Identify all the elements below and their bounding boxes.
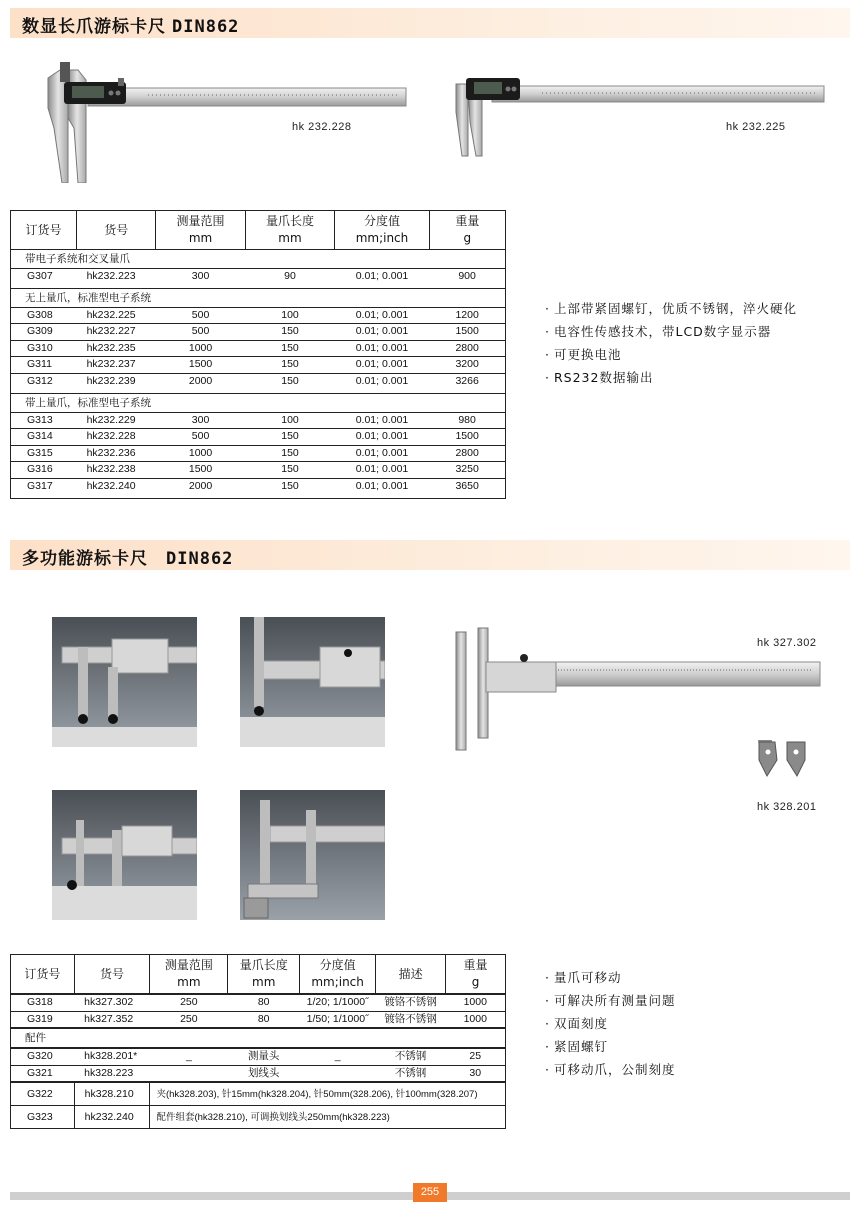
table-cell: hk232.229	[77, 412, 156, 429]
detail-photo-2	[240, 617, 385, 747]
table-cell: _	[150, 1049, 228, 1066]
table-cell: 0.01; 0.001	[335, 357, 430, 374]
table-cell: G318	[11, 995, 75, 1012]
table-cell: 0.01; 0.001	[335, 269, 430, 289]
table-cell: 不锈钢	[376, 1065, 446, 1082]
table-cell: G312	[11, 373, 77, 393]
table-cell: hk232.239	[77, 373, 156, 393]
table-cell: 测量头	[228, 1049, 300, 1066]
column-header: 重量 g	[429, 211, 505, 250]
table-cell: G313	[11, 412, 77, 429]
table-cell: 1000	[156, 445, 245, 462]
table-cell: 2000	[156, 373, 245, 393]
table-row	[11, 412, 506, 429]
table-row	[11, 995, 506, 1012]
table-cell: 150	[245, 462, 334, 479]
table-cell: 300	[156, 412, 245, 429]
table-cell: 0.01; 0.001	[335, 445, 430, 462]
detail-photo-4	[240, 790, 385, 920]
table-cell: G309	[11, 324, 77, 341]
table-cell: 2800	[429, 445, 505, 462]
table-cell: 2000	[156, 478, 245, 498]
table-cell: G310	[11, 340, 77, 357]
table-cell: hk328.223	[74, 1065, 150, 1082]
table-cell: hk232.227	[77, 324, 156, 341]
table-cell: 150	[245, 324, 334, 341]
table-row	[11, 269, 506, 289]
column-header: 量爪长度 mm	[228, 955, 300, 994]
feature-item: · 量爪可移动	[545, 966, 676, 989]
detail-photo-1	[52, 617, 197, 747]
feature-item: · RS232数据输出	[545, 366, 797, 389]
table-cell: 30	[446, 1065, 506, 1082]
page-number: 255	[413, 1183, 447, 1202]
table-cell: 250	[150, 995, 228, 1012]
table-cell: hk328.201*	[74, 1049, 150, 1066]
table-cell: 镀铬不锈钢	[376, 995, 446, 1012]
table-row	[11, 462, 506, 479]
table-cell: 980	[429, 412, 505, 429]
table-cell: 镀铬不锈钢	[376, 1011, 446, 1028]
column-header: 货号	[74, 955, 150, 994]
table-cell: G316	[11, 462, 77, 479]
group-label: 带上量爪，标准型电子系统	[11, 393, 506, 412]
table-cell: 3650	[429, 478, 505, 498]
table-cell: G308	[11, 307, 77, 324]
feature-item: · 上部带紧固螺钉，优质不锈钢，淬火硬化	[545, 297, 797, 320]
table-cell: G321	[11, 1065, 75, 1082]
table-cell: 80	[228, 995, 300, 1012]
column-header: 重量 g	[446, 955, 506, 994]
table-cell: 300	[156, 269, 245, 289]
group-label: 配件	[11, 1029, 506, 1048]
table-cell: G314	[11, 429, 77, 446]
measuring-head-photo	[755, 740, 811, 780]
table-cell: hk232.225	[77, 307, 156, 324]
table-row	[11, 429, 506, 446]
section-header-digital-caliper	[10, 8, 850, 38]
table-cell: hk232.236	[77, 445, 156, 462]
model-label: hk 232.228	[292, 121, 352, 133]
column-header: 测量范围 mm	[150, 955, 228, 994]
table-cell: hk232.223	[77, 269, 156, 289]
table-group-row	[11, 288, 506, 307]
table-cell: G320	[11, 1049, 75, 1066]
table-cell: 2800	[429, 340, 505, 357]
table-cell: 0.01; 0.001	[335, 307, 430, 324]
table-cell: hk232.237	[77, 357, 156, 374]
table-group-row	[11, 250, 506, 269]
feature-item: · 电容性传感技术，带LCD数字显示器	[545, 320, 797, 343]
table-header-row	[11, 211, 506, 250]
table-cell: hk327.302	[74, 995, 150, 1012]
table-cell: G317	[11, 478, 77, 498]
table-cell: 0.01; 0.001	[335, 462, 430, 479]
digital-caliper-photo-1	[38, 58, 410, 183]
table-cell: hk232.235	[77, 340, 156, 357]
table-cell: 0.01; 0.001	[335, 373, 430, 393]
table-cell: hk327.352	[74, 1011, 150, 1028]
table-cell: 1200	[429, 307, 505, 324]
table-row	[11, 357, 506, 374]
table-cell: 150	[245, 429, 334, 446]
column-header: 订货号	[11, 211, 77, 250]
table-header-row	[11, 955, 506, 994]
table-cell: hk232.238	[77, 462, 156, 479]
table-cell: _	[300, 1049, 376, 1066]
feature-item: · 可移动爪，公制刻度	[545, 1058, 676, 1081]
table-cell: 1000	[446, 1011, 506, 1028]
table-cell: G311	[11, 357, 77, 374]
table-cell: 0.01; 0.001	[335, 412, 430, 429]
table-cell: 1500	[156, 357, 245, 374]
table-cell: 1500	[156, 462, 245, 479]
digital-caliper-photo-2	[452, 72, 828, 162]
column-header: 测量范围 mm	[156, 211, 245, 250]
table-cell: 1/20; 1/1000˝	[300, 995, 376, 1012]
table-cell: 0.01; 0.001	[335, 478, 430, 498]
table-cell: 3250	[429, 462, 505, 479]
model-label: hk 327.302	[757, 637, 817, 649]
feature-list-multifunction	[545, 966, 676, 1081]
table-row	[11, 478, 506, 498]
column-header: 分度值 mm;inch	[300, 955, 376, 994]
table-cell: 80	[228, 1011, 300, 1028]
spec-table-digital	[10, 210, 506, 499]
table-row	[11, 324, 506, 341]
feature-item: · 可解决所有测量问题	[545, 989, 676, 1012]
group-label: 无上量爪，标准型电子系统	[11, 288, 506, 307]
table-cell: 3200	[429, 357, 505, 374]
table-cell: 1000	[446, 995, 506, 1012]
table-cell: 150	[245, 357, 334, 374]
spec-table-multifunction	[10, 954, 506, 1129]
table-row	[11, 1049, 506, 1066]
table-row	[11, 373, 506, 393]
column-header: 描述	[376, 955, 446, 994]
table-cell: 150	[245, 373, 334, 393]
feature-item: · 双面刻度	[545, 1012, 676, 1035]
section-header-multifunction-caliper	[10, 540, 850, 570]
table-cell: 0.01; 0.001	[335, 340, 430, 357]
table-row	[11, 340, 506, 357]
table-cell: 150	[245, 478, 334, 498]
table-cell: 0.01; 0.001	[335, 324, 430, 341]
table-cell: 0.01; 0.001	[335, 429, 430, 446]
table-cell: hk232.240	[77, 478, 156, 498]
table-row: G322 hk328.210 夹(hk328.203), 针15mm(hk328.204), 针50mm(328.206), 针100mm(328.207)	[11, 1083, 506, 1106]
table-cell: G307	[11, 269, 77, 289]
table-cell: hk232.228	[77, 429, 156, 446]
group-label: 带电子系统和交叉量爪	[11, 250, 506, 269]
table-row	[11, 1065, 506, 1082]
table-cell: 250	[150, 1011, 228, 1028]
feature-item: · 紧固螺钉	[545, 1035, 676, 1058]
column-header: 量爪长度 mm	[245, 211, 334, 250]
table-cell: 150	[245, 445, 334, 462]
table-cell: 不锈钢	[376, 1049, 446, 1066]
column-header: 分度值 mm;inch	[335, 211, 430, 250]
table-cell: G319	[11, 1011, 75, 1028]
table-group-row	[11, 1029, 506, 1048]
table-cell: 900	[429, 269, 505, 289]
column-header: 订货号	[11, 955, 75, 994]
column-header: 货号	[77, 211, 156, 250]
table-row	[11, 445, 506, 462]
table-cell: 3266	[429, 373, 505, 393]
table-cell: 90	[245, 269, 334, 289]
table-row: G323 hk232.240 配件组套(hk328.210), 可调换划线头250mm(hk328.223)	[11, 1106, 506, 1129]
detail-photo-3	[52, 790, 197, 920]
table-cell	[300, 1065, 376, 1082]
table-cell: 100	[245, 412, 334, 429]
table-group-row	[11, 393, 506, 412]
section-title: 数显长爪游标卡尺 DIN862	[22, 17, 240, 37]
model-label: hk 328.201	[757, 801, 817, 813]
table-row	[11, 307, 506, 324]
table-cell: 100	[245, 307, 334, 324]
model-label: hk 232.225	[726, 121, 786, 133]
table-cell: 500	[156, 429, 245, 446]
table-cell: 1/50; 1/1000˝	[300, 1011, 376, 1028]
table-cell: 1500	[429, 324, 505, 341]
table-cell: 1000	[156, 340, 245, 357]
table-cell: G315	[11, 445, 77, 462]
table-cell	[150, 1065, 228, 1082]
table-cell: 25	[446, 1049, 506, 1066]
table-cell: 500	[156, 324, 245, 341]
feature-list-digital	[545, 297, 797, 389]
table-cell: 500	[156, 307, 245, 324]
table-cell: 划线头	[228, 1065, 300, 1082]
table-row	[11, 1011, 506, 1028]
table-cell: 150	[245, 340, 334, 357]
table-cell: 1500	[429, 429, 505, 446]
section-title: 多功能游标卡尺 DIN862	[22, 549, 234, 569]
feature-item: · 可更换电池	[545, 343, 797, 366]
